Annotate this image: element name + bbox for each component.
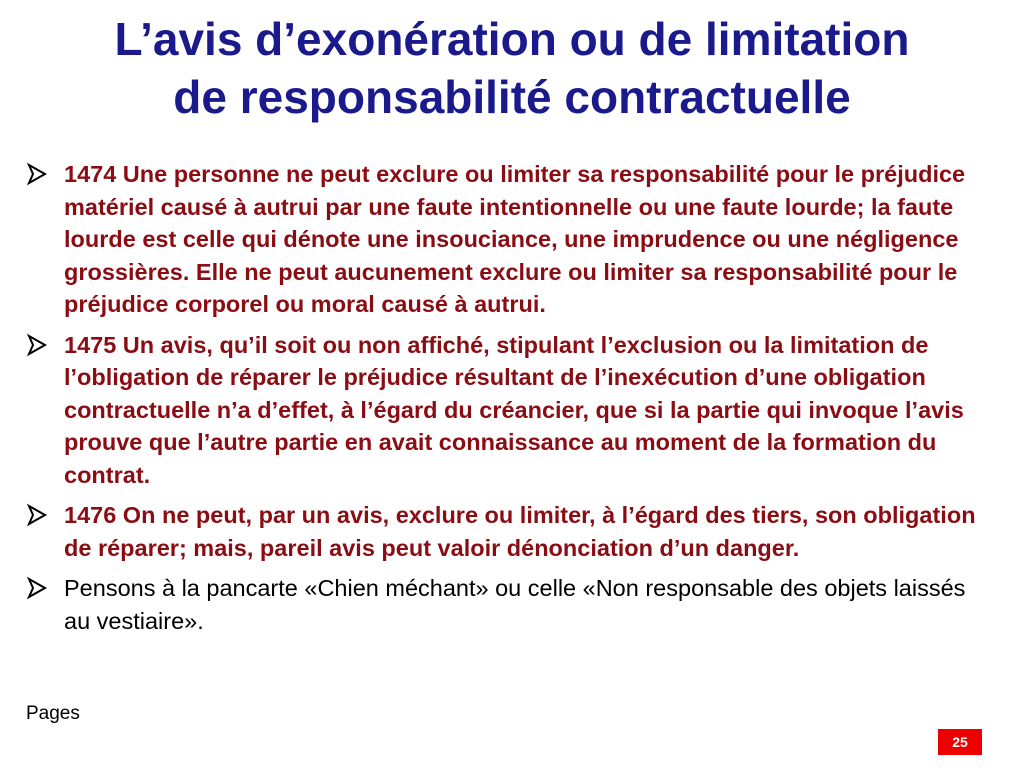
bullet-item-1476 bbox=[26, 499, 996, 564]
pages-link[interactable]: Pages bbox=[26, 703, 80, 724]
slide-title bbox=[0, 10, 1024, 126]
bullet-item-1474 bbox=[26, 158, 996, 321]
bullet-text: 1476 On ne peut, par un avis, exclure ou limiter, à l’égard des tiers, son obligation de réparer; mais, pareil avis peut valoir dénonciation d’un danger. bbox=[64, 502, 976, 561]
bullet-item-example bbox=[26, 572, 996, 637]
bullet-text: Pensons à la pancarte «Chien méchant» ou celle «Non responsable des objets laissés au vestiaire». bbox=[64, 575, 966, 634]
bullet-item-1475 bbox=[26, 329, 996, 492]
arrowhead-bullet-icon bbox=[26, 575, 50, 601]
bullet-text: 1474 Une personne ne peut exclure ou limiter sa responsabilité pour le préjudice matériel causé à autrui par une faute intentionnelle ou une faute lourde; la faute lourde est celle qui dénote une insouciance, une imprudence ou une négligence grossières. Elle ne peut aucunement exclure ou limiter sa responsabilité pour le préjudice corporel ou moral causé à autrui. bbox=[64, 161, 966, 317]
arrowhead-bullet-icon bbox=[26, 502, 50, 528]
page-number-badge: 25 bbox=[938, 729, 982, 755]
arrowhead-bullet-icon bbox=[26, 161, 50, 187]
bullet-list bbox=[26, 158, 996, 645]
slide-title-line-1: L’avis d’exonération ou de limitation bbox=[114, 13, 910, 65]
bullet-text: 1475 Un avis, qu’il soit ou non affiché, stipulant l’exclusion ou la limitation de l’obligation de réparer le préjudice résultant de l’inexécution d’une obligation contractuelle n’a d’effet, à l’égard du créancier, que si la partie qui invoque l’avis prouve que l’autre partie en avait connaissance au moment de la formation du contrat. bbox=[64, 331, 964, 488]
arrowhead-bullet-icon bbox=[26, 332, 50, 358]
slide-title-line-2: de responsabilité contractuelle bbox=[173, 71, 851, 123]
